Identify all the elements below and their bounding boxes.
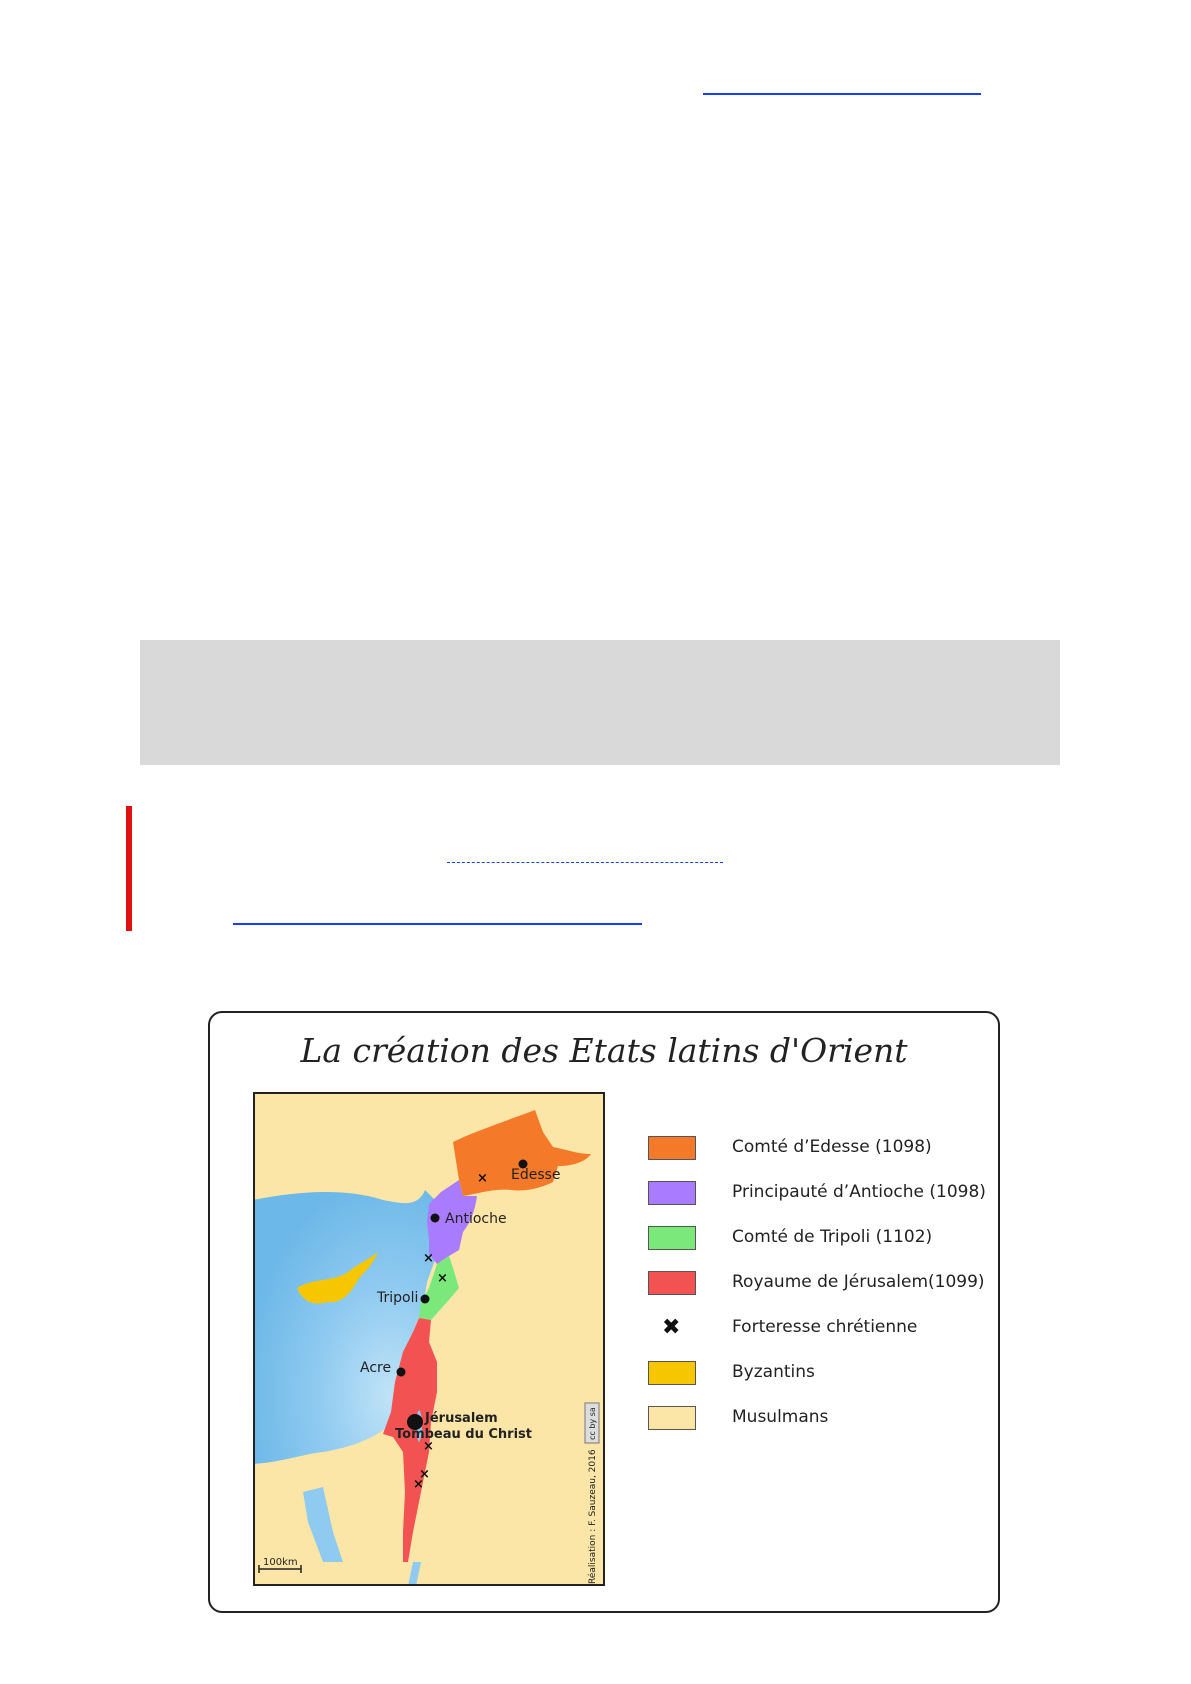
legend-item (648, 1181, 1008, 1207)
dotted-link-underline[interactable] (447, 862, 723, 863)
legend-item (648, 1406, 1008, 1432)
legend-swatch (648, 1406, 696, 1430)
legend-swatch (648, 1226, 696, 1250)
fortress-icon: × (437, 1271, 448, 1286)
map-title: La création des Etats latins d'Orient (300, 1031, 908, 1070)
legend-label: Forteresse chrétienne (732, 1317, 918, 1337)
map-image (253, 1092, 605, 1586)
city-label-edesse: Edesse (511, 1167, 561, 1183)
license-text: cc by sa (588, 1407, 597, 1440)
fortress-icon: × (423, 1251, 434, 1266)
legend-label: Byzantins (732, 1362, 815, 1382)
city-label-jerusalem: Jérusalem (425, 1411, 498, 1426)
note-accent-bar (126, 806, 132, 931)
fortress-icon: × (419, 1467, 430, 1482)
city-dot-tripoli (421, 1295, 430, 1304)
city-dot-acre (397, 1368, 406, 1377)
legend-item (648, 1271, 1008, 1297)
legend-label: Comté d’Edesse (1098) (732, 1137, 932, 1157)
top-link-underline[interactable] (703, 93, 981, 95)
fortress-icon: × (413, 1477, 424, 1492)
legend-swatch (648, 1181, 696, 1205)
city-dot-antioche (431, 1214, 440, 1223)
fortress-icon: ✖ (662, 1315, 681, 1340)
legend-swatch (648, 1271, 696, 1295)
grey-content-box (140, 640, 1060, 765)
legend-swatch (648, 1136, 696, 1160)
city-label-tripoli: Tripoli (377, 1290, 419, 1306)
legend-label: Comté de Tripoli (1102) (732, 1227, 933, 1247)
legend-item (648, 1226, 1008, 1252)
city-label-tombeau: Tombeau du Christ (395, 1427, 532, 1442)
legend-item (648, 1361, 1008, 1387)
note-link-underline[interactable] (233, 923, 642, 925)
fortress-icon: × (477, 1171, 488, 1186)
city-label-acre: Acre (360, 1360, 392, 1376)
legend-item (648, 1136, 1008, 1162)
city-label-antioche: Antioche (445, 1211, 507, 1227)
legend-label: Royaume de Jérusalem(1099) (732, 1272, 985, 1292)
legend-swatch (648, 1361, 696, 1385)
legend-item (648, 1316, 1008, 1342)
map-figure (208, 1011, 1000, 1613)
legend-label: Principauté d’Antioche (1098) (732, 1182, 986, 1202)
map-credit: Réalisation : F. Sauzeau, 2016 (588, 1449, 598, 1584)
scale-label: 100km (263, 1557, 298, 1568)
fortress-icon: × (423, 1439, 434, 1454)
legend-label: Musulmans (732, 1407, 829, 1427)
